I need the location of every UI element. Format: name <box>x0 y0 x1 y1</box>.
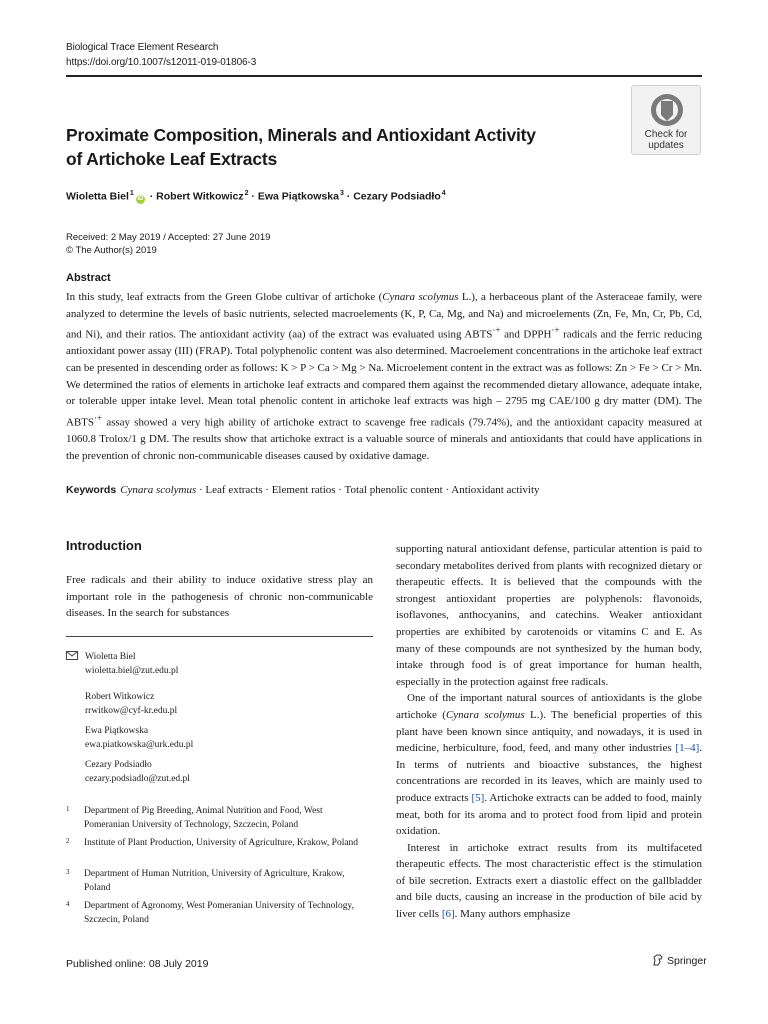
author-affil-num: 1 <box>129 190 134 197</box>
radical-sup: ·+ <box>93 412 103 423</box>
badge-line-2: updates <box>648 140 684 151</box>
affiliation-number: 4 <box>66 900 70 908</box>
citation-link[interactable]: [6] <box>441 908 455 921</box>
published-date: Published online: 08 July 2019 <box>66 958 209 970</box>
author-name[interactable]: Ewa Piątkowska <box>257 190 339 203</box>
publisher-logo[interactable] <box>651 953 707 967</box>
author-list <box>66 190 446 204</box>
publisher-name: Springer <box>667 955 707 967</box>
contact-entry <box>85 650 178 678</box>
author-affil-num: 2 <box>244 190 249 197</box>
affiliation-text: Department of Agronomy, West Pomeranian University of Technology, Szczecin, Poland <box>84 901 355 925</box>
left-column-text <box>66 572 373 622</box>
text-segment: One of the important natural sources of antioxidants is the globe artichoke ( <box>396 692 702 721</box>
badge-line-1: Check for <box>644 129 688 140</box>
text-segment: . Many authors emphasize <box>454 908 571 921</box>
contact-name: Ewa Piątkowska <box>85 726 149 736</box>
footnote-rule <box>66 636 373 637</box>
keywords <box>66 483 702 498</box>
contact-entry <box>85 690 177 718</box>
species-name: Cynara scolymus <box>382 291 459 303</box>
intro-paragraph: Free radicals and their ability to induce oxidative stress play an important role in the pathogenesis of chronic non-communicable diseases. In the search for substances <box>66 574 373 620</box>
radical-sup: ·+ <box>492 325 501 336</box>
contact-email[interactable]: rrwitkow@cyf-kr.edu.pl <box>85 706 178 716</box>
citation-link[interactable]: [5] <box>471 791 485 804</box>
crossmark-icon <box>649 92 685 128</box>
journal-header <box>66 40 256 70</box>
contact-email[interactable]: ewa.piatkowska@urk.edu.pl <box>85 740 194 750</box>
abstract-segment: L.), a herbaceous plant of the Asteraceae family, were analyzed to determine the levels of basic nutrients, selected macroelements (K, P, Ca, Mg, and Na) and microelements (Zn, Fe, Mn, Cr, Pb, Cd, and Ni), and their ratios. The antioxidant activity (aa) of the extract was evaluated using ABTS <box>66 291 702 341</box>
contact-entry <box>85 758 190 786</box>
affiliation-number: 3 <box>66 868 70 876</box>
keyword-species: Cynara scolymus <box>120 484 197 496</box>
contact-name: Cezary Podsiadło <box>85 760 152 770</box>
keywords-label: Keywords <box>66 484 117 496</box>
affiliation-text: Department of Human Nutrition, University of Agriculture, Krakow, Poland <box>84 869 345 893</box>
contact-entry <box>85 724 193 752</box>
paper-title <box>66 123 606 171</box>
affiliation-number: 1 <box>66 805 70 813</box>
author-name[interactable]: Cezary Podsiadło <box>353 190 441 203</box>
contact-email[interactable]: wioletta.biel@zut.edu.pl <box>85 666 179 676</box>
affiliation-number: 2 <box>66 837 70 845</box>
right-column-text <box>396 541 702 923</box>
journal-name: Biological Trace Element Research <box>66 42 219 53</box>
abstract-heading: Abstract <box>66 272 111 284</box>
springer-horse-icon <box>651 953 665 967</box>
abstract-segment: and DPPH <box>500 328 552 341</box>
abstract-segment: assay showed a very high ability of artichoke extract to scavenge free radicals (79.74%), and the antioxidant capacity measured at 1060.8 Trolox/1 g DM. The results show that artichoke extract is a valuable source of minerals and antioxidants that could have applications in the prevention of chronic non-communicable diseases caused by oxidative damage. <box>66 416 702 462</box>
text-segment: . In terms of nutrients and bioactive substances, the highest concentrations are recorded in its leaves, which are mainly used to produce extracts <box>396 742 702 804</box>
check-for-updates-badge[interactable] <box>631 85 701 155</box>
abstract-segment: In this study, leaf extracts from the Green Globe cultivar of artichoke ( <box>66 291 383 303</box>
intro-paragraph: supporting natural antioxidant defense, particular attention is paid to secondary metabolites derived from plants with recognized dietary or therapeutic effects. It is believed that the compounds with the strongest antioxidant properties are polyphenols: flavonoids, isoflavones, anthocyanins, and catechins. Weaker antioxidant properties are exhibited by carotenoids or vitamins C and E. As many of these compounds are not synthesized by the human body, intake through food is of great importance for human health, especially in the protection against free radicals. <box>396 543 702 688</box>
author-name[interactable]: Robert Witkowicz <box>156 190 244 203</box>
header-rule <box>66 75 702 77</box>
contact-name: Robert Witkowicz <box>85 692 155 702</box>
radical-sup: ·+ <box>551 325 560 336</box>
text-segment: L.). The beneficial properties of this plant have been known since antiquity, and nowadays, it is used in medicine, herbiculture, food, feed, and many other industries <box>396 708 702 755</box>
orcid-icon[interactable]: iD <box>137 195 144 202</box>
abstract-text <box>66 289 702 464</box>
author-affil-num: 4 <box>441 190 446 197</box>
introduction-heading: Introduction <box>66 538 142 553</box>
keywords-list: · Leaf extracts · Element ratios · Total phenolic content · Antioxidant activity <box>196 484 540 496</box>
affiliation-text: Institute of Plant Production, University of Agriculture, Krakow, Poland <box>84 838 359 848</box>
doi-link[interactable]: https://doi.org/10.1007/s12011-019-01806-3 <box>66 57 257 68</box>
envelope-icon <box>66 651 78 660</box>
citation-link[interactable]: [1–4] <box>675 742 700 755</box>
author-separator: · <box>149 190 154 203</box>
intro-paragraph <box>396 690 702 839</box>
abstract-segment: radicals and the ferric reducing antioxidant power assay (III) (FRAP). Total polyphenolic content was also determined. Macroelement concentrations in the artichoke leaf extract can be presented in descending order as follows: K > P > Ca > Mg > Na. Microelement content in the extract was as follows: Zn > Fe > Cr > Mn. We determined the ratios of elements in artichoke leaf extracts and compared them against the recommended dietary allowance, adequate intake, or tolerable upper intake level. Mean total phenolic content in artichoke leaf extracts was high – 2795 mg CAE/100 g dry matter (DM). The ABTS <box>66 328 703 429</box>
species-name: Cynara scolymus <box>445 708 525 721</box>
contact-email[interactable]: cezary.podsiadlo@zut.ed.pl <box>85 774 190 784</box>
contact-name: Wioletta Biel <box>85 652 136 662</box>
article-dates <box>66 231 270 257</box>
text-segment: Interest in artichoke extract results from its multifaceted therapeutic effects. The most characteristic effect is the stimulation of bile secretion. Extracts exert a diastolic effect on the gallbladder and bile ducts, causing an increase in the production of bile acid by liver cells <box>396 841 702 921</box>
affiliation-text: Department of Pig Breeding, Animal Nutrition and Food, West Pomeranian University of Technology, Szczecin, Poland <box>84 806 323 830</box>
author-separator: · <box>251 190 255 203</box>
author-separator: · <box>346 190 351 203</box>
title-line-1: Proximate Composition, Minerals and Antioxidant Activity <box>66 125 536 145</box>
author-affil-num: 3 <box>339 190 344 197</box>
author-name[interactable]: Wioletta Biel <box>66 190 129 203</box>
received-accepted: Received: 2 May 2019 / Accepted: 27 June 2019 <box>66 232 271 243</box>
intro-paragraph <box>396 840 702 923</box>
copyright: © The Author(s) 2019 <box>66 245 157 256</box>
title-line-2: of Artichoke Leaf Extracts <box>66 149 278 169</box>
text-segment: . Artichoke extracts can be added to food, mainly meat, both for its aroma and to protect food from lipid and protein oxidation. <box>396 791 702 838</box>
